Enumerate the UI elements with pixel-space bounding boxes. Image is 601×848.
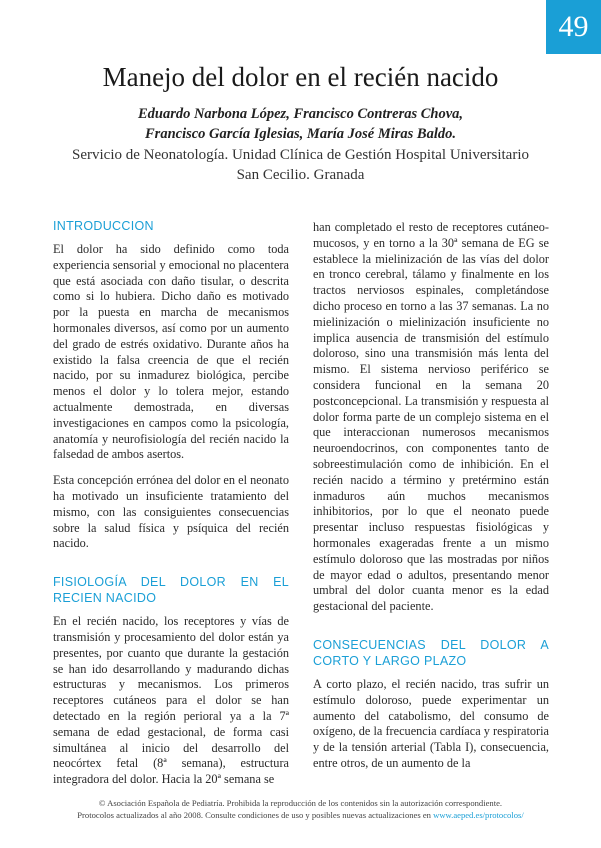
section-heading-fisiologia: FISIOLOGÍA DEL DOLOR EN EL RECIEN NACIDO	[53, 575, 289, 606]
chapter-number-badge: 49	[546, 0, 601, 54]
consecuencias-paragraph-1: A corto plazo, el recién nacido, tras sufrir un estímulo doloroso, puede experimentar un aumento del catabolismo, del consumo de oxígeno, de la frecuencia cardíaca y respiratoria y de la tensión arterial (Tabla I), consecuencia, entre otros, de un aumento de la	[313, 676, 549, 770]
footer-protocols-link[interactable]: www.aeped.es/protocolos/	[433, 810, 524, 820]
page-title: Manejo del dolor en el recién nacido	[102, 62, 499, 92]
footer-update-line	[0, 809, 601, 821]
affiliation	[0, 145, 601, 185]
footer-copyright: © Asociación Española de Pediatría. Prohibida la reproducción de los contenidos sin la autorización correspondiente.	[98, 798, 503, 808]
affiliation-line-2: San Cecilio. Granada	[236, 167, 365, 183]
intro-paragraph-2: Esta concepción errónea del dolor en el neonato ha motivado un insuficiente tratamiento del mismo, con las consiguientes consecuencias sobre la salud física y psíquica del recién nacido.	[53, 473, 289, 551]
section-heading-consecuencias: CONSECUENCIAS DEL DOLOR A CORTO Y LARGO PLAZO	[313, 637, 549, 668]
section-heading-introduccion: INTRODUCCION	[53, 219, 154, 233]
fisiologia-paragraph-continued: han completado el resto de receptores cutáneo-mucosos, y en torno a la 30ª semana de EG se establece la mielinización de las vías del dolor en tronco cerebral, tálamo y finalmente en los tractos nerviosos espinales, completándose dicho proceso en torno a las 37 semanas. La no mielinización o mielinización insuficiente no implica ausencia de transmisión del estímulo doloroso, sino una transmisión más lenta del mismo. El sistema nervioso periférico se considera funcional en la semana 20 postconcepcional. La transmisión y respuesta al dolor forma parte de un complejo sistema en el que interaccionan numerosos mecanismos neuroendocrinos, con componentes tanto de sobreestimulación como de inhibición. En el recién nacido a término y pretérmino están inmaduros aún muchos mecanismos inhibitorios, por lo que el neonato puede presentar incluso respuestas fisiológicas y hormonales exageradas frente a un mismo estímulo doloroso que las mostradas por niños de mayor edad o adultos, presentando menor umbral del dolor cuanta menor es la edad gestacional del paciente.	[313, 220, 549, 614]
affiliation-line-1: Servicio de Neonatología. Unidad Clínica de Gestión Hospital Universitario	[72, 147, 529, 163]
footer-update-text: Protocolos actualizados al año 2008. Consulte condiciones de uso y posibles nuevas actualizaciones en	[77, 810, 431, 820]
intro-paragraph-1: El dolor ha sido definido como toda experiencia sensorial y emocional no placentera que está asociada con daño tisular, o descrita como si lo hubiera. Dicho daño es motivado por la puesta en marcha de mecanismos hormonales diversos, así como por un aumento del grado de estrés oxidativo. Durante años ha existido la falsa creencia de que el recién nacido, por su inmadurez biológica, percibe menos el dolor y lo tolera mejor, estando actualmente demostrada, en diversas investigaciones en campos como la psicología, anatomía y neurofisiología del recién nacido la falsedad de ambos asertos.	[53, 242, 289, 462]
fisiologia-paragraph-1: En el recién nacido, los receptores y vías de transmisión y procesamiento del dolor están ya presentes, por cuanto que durante la gestación se han ido desarrollando y madurando dichas estructuras y mecanismos. Los primeros receptores cutáneos para el dolor se han detectado en la región perioral ya a la 7ª semana de edad gestacional, de forma casi simultánea al inicio del desarrollo del neocórtex fetal (8ª semana), estructura integradora del dolor. Hacia la 20ª semana se	[53, 614, 289, 787]
authors-line-1: Eduardo Narbona López, Francisco Contreras Chova,	[137, 106, 464, 122]
footer	[0, 797, 601, 821]
authors	[0, 104, 601, 144]
authors-line-2: Francisco García Iglesias, María José Miras Baldo.	[145, 126, 456, 142]
right-column	[313, 220, 549, 782]
left-column	[53, 218, 289, 798]
